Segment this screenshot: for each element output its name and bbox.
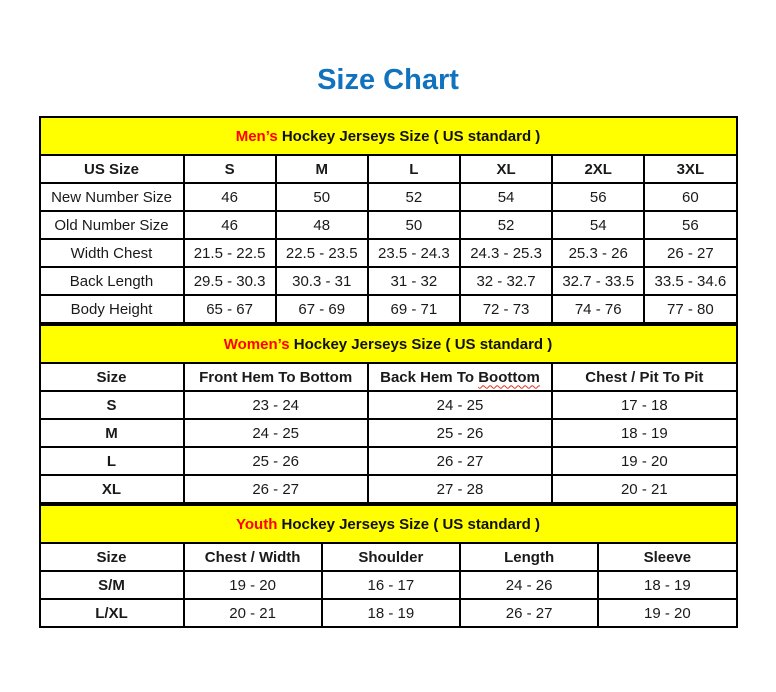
table-cell: 24 - 26 — [460, 571, 598, 599]
table-cell: 48 — [276, 211, 368, 239]
table-cell: 21.5 - 22.5 — [184, 239, 276, 267]
table-cell: 24.3 - 25.3 — [460, 239, 552, 267]
table-row — [40, 239, 737, 267]
misspelled-word: Boottom — [478, 368, 540, 386]
womens-header-row — [40, 363, 737, 391]
table-cell: 31 - 32 — [368, 267, 460, 295]
column-header: 3XL — [644, 155, 736, 183]
table-cell: 23 - 24 — [184, 391, 368, 419]
table-cell: 23.5 - 24.3 — [368, 239, 460, 267]
table-row — [40, 419, 737, 447]
table-cell: 72 - 73 — [460, 295, 552, 323]
row-label: Old Number Size — [40, 211, 184, 239]
table-cell: 30.3 - 31 — [276, 267, 368, 295]
table-cell: 18 - 19 — [598, 571, 736, 599]
table-cell: 74 - 76 — [552, 295, 644, 323]
table-cell: 67 - 69 — [276, 295, 368, 323]
table-cell: 27 - 28 — [368, 475, 552, 503]
row-label: L — [40, 447, 184, 475]
row-label: Body Height — [40, 295, 184, 323]
table-cell: 16 - 17 — [322, 571, 460, 599]
row-label: M — [40, 419, 184, 447]
mens-header-row — [40, 155, 737, 183]
youth-header-row — [40, 543, 737, 571]
youth-title-rest: Hockey Jerseys Size ( US standard ) — [277, 515, 540, 533]
table-cell: 56 — [644, 211, 736, 239]
table-cell: 54 — [552, 211, 644, 239]
table-cell: 32 - 32.7 — [460, 267, 552, 295]
table-cell: 19 - 20 — [184, 571, 322, 599]
womens-size-table — [39, 324, 738, 504]
column-header: Sleeve — [598, 543, 736, 571]
table-cell: 69 - 71 — [368, 295, 460, 323]
table-row — [40, 295, 737, 323]
table-cell: 19 - 20 — [598, 599, 736, 627]
table-cell: 33.5 - 34.6 — [644, 267, 736, 295]
mens-title-rest: Hockey Jerseys Size ( US standard ) — [277, 127, 541, 145]
column-header: Chest / Width — [184, 543, 322, 571]
table-cell: 32.7 - 33.5 — [552, 267, 644, 295]
column-header: Chest / Pit To Pit — [552, 363, 736, 391]
table-cell: 24 - 25 — [184, 419, 368, 447]
column-header — [368, 363, 552, 391]
table-cell: 26 - 27 — [368, 447, 552, 475]
table-cell: 20 - 21 — [184, 599, 322, 627]
youth-table-band — [40, 505, 737, 543]
table-cell: 56 — [552, 183, 644, 211]
table-cell: 52 — [368, 183, 460, 211]
column-header: Length — [460, 543, 598, 571]
table-row — [40, 447, 737, 475]
table-cell: 25 - 26 — [184, 447, 368, 475]
table-cell: 54 — [460, 183, 552, 211]
row-label: Back Length — [40, 267, 184, 295]
table-cell: 50 — [276, 183, 368, 211]
table-cell: 25.3 - 26 — [552, 239, 644, 267]
column-header: S — [184, 155, 276, 183]
table-row — [40, 183, 737, 211]
column-header: Shoulder — [322, 543, 460, 571]
youth-title-accent: Youth — [236, 515, 278, 533]
table-row — [40, 599, 737, 627]
row-label: XL — [40, 475, 184, 503]
table-row — [40, 267, 737, 295]
column-header: XL — [460, 155, 552, 183]
table-cell: 18 - 19 — [322, 599, 460, 627]
table-cell: 52 — [460, 211, 552, 239]
womens-title-rest: Hockey Jerseys Size ( US standard ) — [289, 335, 553, 353]
column-header: Front Hem To Bottom — [184, 363, 368, 391]
table-cell: 77 - 80 — [644, 295, 736, 323]
table-row — [40, 391, 737, 419]
mens-table-title — [40, 117, 737, 155]
youth-size-table — [39, 504, 738, 628]
table-row — [40, 571, 737, 599]
womens-table-band — [40, 325, 737, 363]
table-cell: 26 - 27 — [460, 599, 598, 627]
row-label: Width Chest — [40, 239, 184, 267]
womens-title-accent: Women’s — [223, 335, 290, 353]
table-cell: 24 - 25 — [368, 391, 552, 419]
womens-table-title — [40, 325, 737, 363]
table-cell: 60 — [644, 183, 736, 211]
table-cell: 17 - 18 — [552, 391, 736, 419]
column-header: Size — [40, 363, 184, 391]
table-row — [40, 211, 737, 239]
table-cell: 19 - 20 — [552, 447, 736, 475]
table-cell: 25 - 26 — [368, 419, 552, 447]
row-label: S/M — [40, 571, 184, 599]
row-label: L/XL — [40, 599, 184, 627]
table-cell: 65 - 67 — [184, 295, 276, 323]
mens-table-band — [40, 117, 737, 155]
column-header: Size — [40, 543, 184, 571]
table-cell: 20 - 21 — [552, 475, 736, 503]
page-title: Size Chart — [317, 64, 459, 96]
youth-table-title — [40, 505, 737, 543]
row-label: New Number Size — [40, 183, 184, 211]
column-header: L — [368, 155, 460, 183]
size-chart-tables — [39, 116, 738, 628]
table-cell: 26 - 27 — [184, 475, 368, 503]
table-cell: 50 — [368, 211, 460, 239]
mens-size-table — [39, 116, 738, 324]
mens-title-accent: Men’s — [235, 127, 278, 145]
table-cell: 46 — [184, 183, 276, 211]
column-header: M — [276, 155, 368, 183]
column-header: 2XL — [552, 155, 644, 183]
table-cell: 46 — [184, 211, 276, 239]
row-label: S — [40, 391, 184, 419]
table-cell: 22.5 - 23.5 — [276, 239, 368, 267]
column-header-text: Back Hem To — [380, 368, 479, 386]
column-header: US Size — [40, 155, 184, 183]
table-cell: 29.5 - 30.3 — [184, 267, 276, 295]
table-row — [40, 475, 737, 503]
table-cell: 18 - 19 — [552, 419, 736, 447]
table-cell: 26 - 27 — [644, 239, 736, 267]
